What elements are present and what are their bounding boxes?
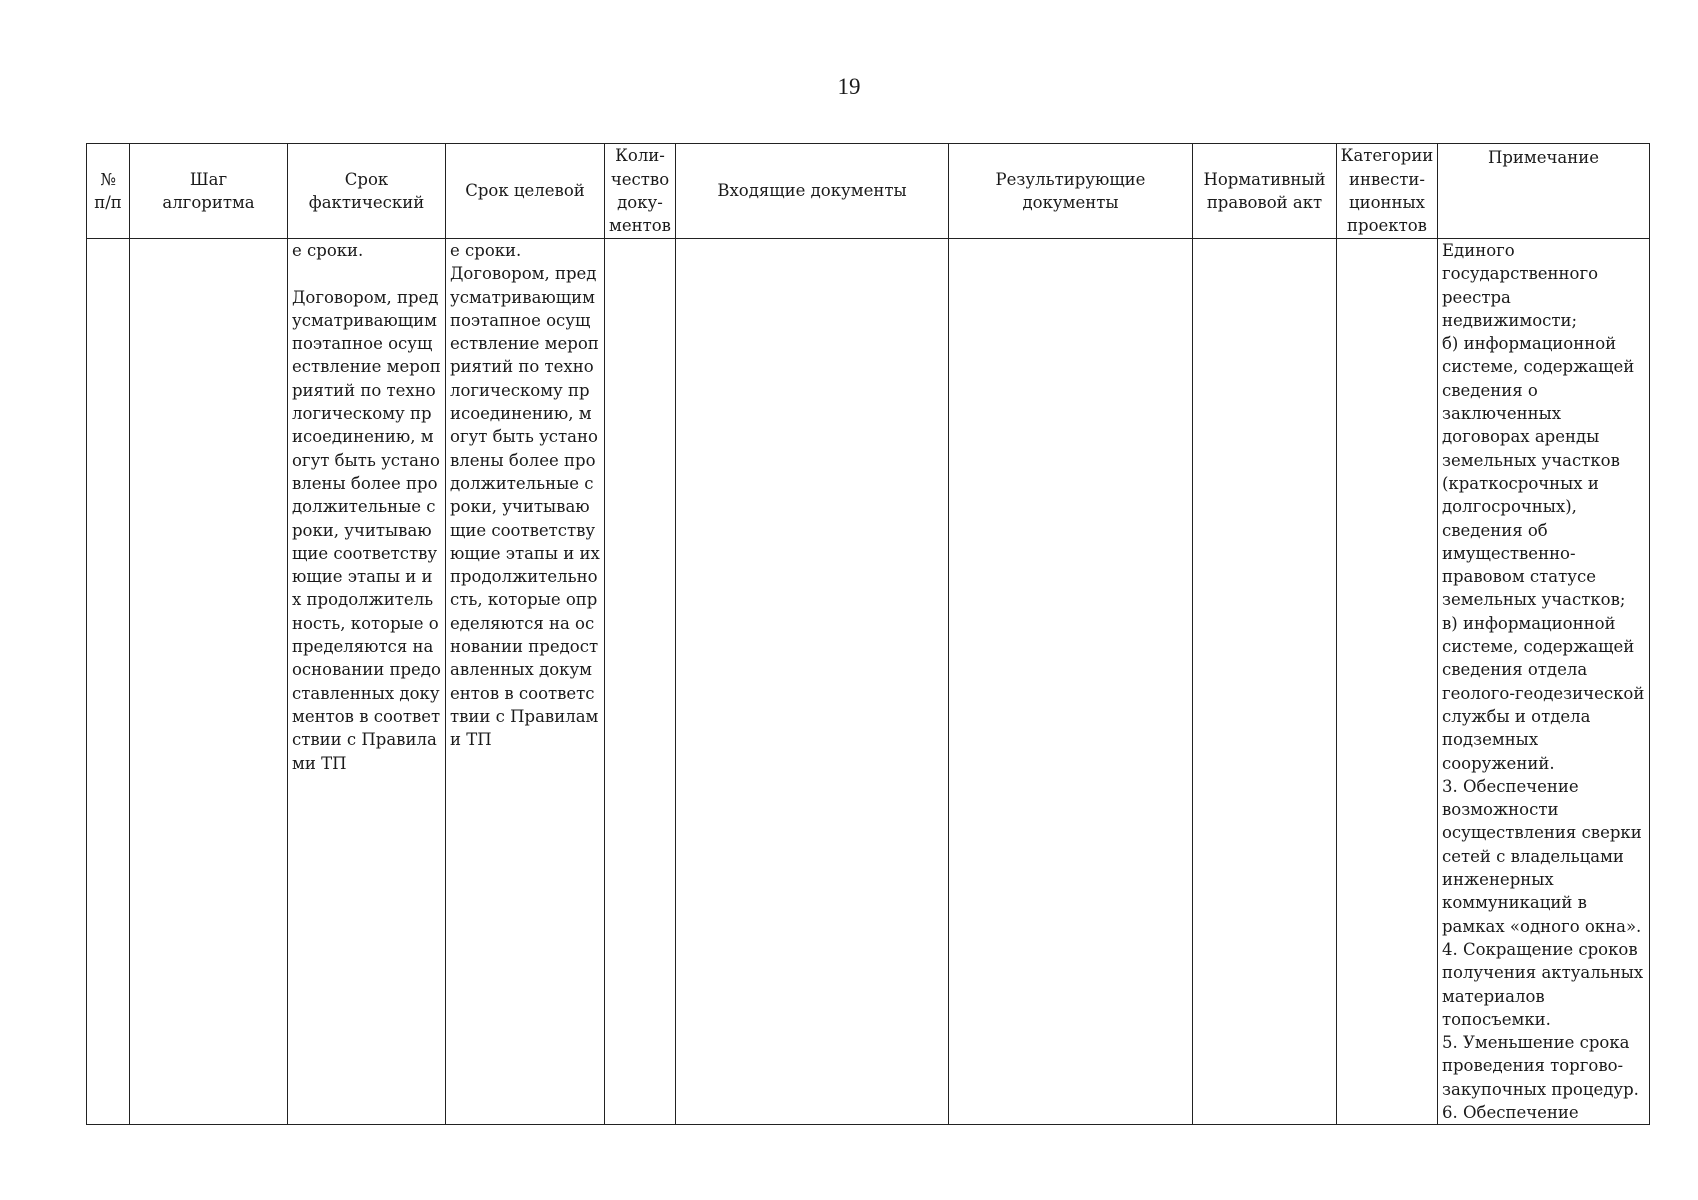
header-categories: Категории инвести- ционных проектов bbox=[1337, 144, 1438, 239]
table-header-row bbox=[87, 144, 1650, 239]
header-no: № п/п bbox=[87, 144, 130, 239]
header-legal-act: Нормативный правовой акт bbox=[1193, 144, 1337, 239]
cell-doc-count bbox=[605, 239, 676, 1125]
header-step: Шаг алгоритма bbox=[130, 144, 288, 239]
cell-legal-act bbox=[1193, 239, 1337, 1125]
page-number: 19 bbox=[837, 74, 861, 99]
cell-term-actual: е сроки. Договором, предусматривающим поэтапное осуществление мероприятий по технологическому присоединению, могут быть установлены более продолжительные сроки, учитывающие соответствующие этапы и их продолжительность, которые определяются на основании предоставленных документов в соответствии с Правилами ТП bbox=[288, 239, 446, 1125]
header-result-docs: Результирующие документы bbox=[949, 144, 1193, 239]
cell-step bbox=[130, 239, 288, 1125]
cell-no bbox=[87, 239, 130, 1125]
cell-incoming-docs bbox=[676, 239, 949, 1125]
cell-categories bbox=[1337, 239, 1438, 1125]
header-term-actual: Срок фактический bbox=[288, 144, 446, 239]
table-row bbox=[87, 239, 1650, 1125]
algorithm-table bbox=[86, 143, 1650, 1125]
header-doc-count: Коли- чество доку- ментов bbox=[605, 144, 676, 239]
cell-note: Единого государственного реестра недвижимости; б) информационной системе, содержащей сведения о заключенных договорах аренды земельных участков (краткосрочных и долгосрочных), сведения об имущественно-правовом статусе земельных участков; в) информационной системе, содержащей сведения отдела геолого-геодезической службы и отдела подземных сооружений. 3. Обеспечение возможности осуществления сверки сетей с владельцами инженерных коммуникаций в рамках «одного окна». 4. Сокращение сроков получения актуальных материалов топосъемки. 5. Уменьшение срока проведения торгово-закупочных процедур. 6. Обеспечение bbox=[1438, 239, 1650, 1125]
cell-result-docs bbox=[949, 239, 1193, 1125]
header-term-target: Срок целевой bbox=[446, 144, 605, 239]
header-incoming-docs: Входящие документы bbox=[676, 144, 949, 239]
cell-term-target: е сроки. Договором, предусматривающим поэтапное осуществление мероприятий по технологическому присоединению, могут быть установлены более продолжительные сроки, учитывающие соответствующие этапы и их продолжительность, которые определяются на основании предоставленных документов в соответствии с Правилами ТП bbox=[446, 239, 605, 1125]
header-note: Примечание bbox=[1438, 144, 1650, 239]
